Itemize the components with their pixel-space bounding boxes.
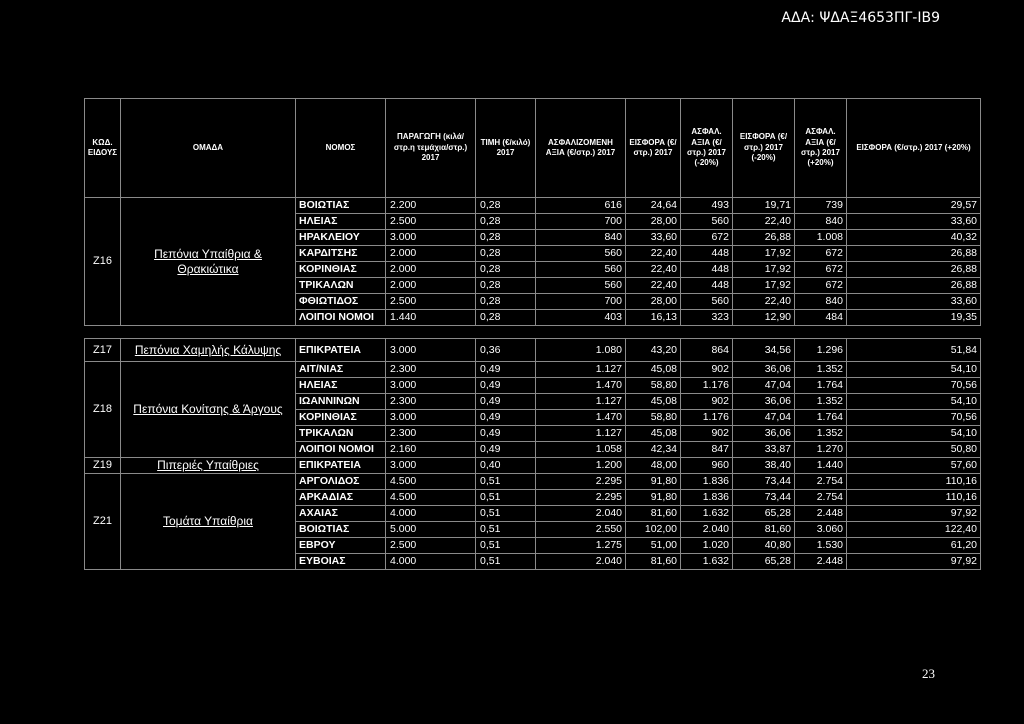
contribution-plus-cell: 70,56 (847, 410, 981, 426)
region-cell: ΛΟΙΠΟΙ ΝΟΜΟΙ (296, 442, 386, 458)
header-price: ΤΙΜΗ (€/κιλό) 2017 (476, 99, 536, 198)
ins-value-minus-cell: 323 (681, 310, 733, 326)
contribution-plus-cell: 33,60 (847, 214, 981, 230)
contribution-minus-cell: 40,80 (733, 538, 795, 554)
contribution-plus-cell: 57,60 (847, 458, 981, 474)
table-header-row (85, 99, 981, 198)
contribution-minus-cell: 22,40 (733, 214, 795, 230)
spacer-cell (85, 326, 981, 339)
contribution-cell: 16,13 (626, 310, 681, 326)
contribution-minus-cell: 33,87 (733, 442, 795, 458)
contribution-plus-cell: 29,57 (847, 198, 981, 214)
production-cell: 4.000 (386, 506, 476, 522)
ada-document-id: ΑΔΑ: ΨΔΑΞ4653ΠΓ-ΙΒ9 (781, 10, 940, 26)
contribution-plus-cell: 97,92 (847, 554, 981, 570)
insured-value-cell: 2.295 (536, 490, 626, 506)
ins-value-minus-cell: 560 (681, 294, 733, 310)
production-cell: 2.000 (386, 246, 476, 262)
price-cell: 0,49 (476, 410, 536, 426)
contribution-plus-cell: 40,32 (847, 230, 981, 246)
contribution-plus-cell: 51,84 (847, 339, 981, 362)
price-cell: 0,28 (476, 246, 536, 262)
region-cell: ΗΡΑΚΛΕΙΟΥ (296, 230, 386, 246)
group-name-cell: Πεπόνια Χαμηλής Κάλυψης (121, 339, 296, 362)
insured-value-cell: 560 (536, 262, 626, 278)
contribution-cell: 43,20 (626, 339, 681, 362)
group-code-cell: Ζ16 (85, 198, 121, 326)
price-cell: 0,49 (476, 378, 536, 394)
contribution-minus-cell: 34,56 (733, 339, 795, 362)
ins-value-minus-cell: 1.176 (681, 378, 733, 394)
header-ins-value-plus: ΑΣΦΑΛ. ΑΞΙΑ (€/στρ.) 2017 (+20%) (795, 99, 847, 198)
insured-value-cell: 1.127 (536, 394, 626, 410)
ins-value-minus-cell: 2.040 (681, 522, 733, 538)
price-cell: 0,51 (476, 522, 536, 538)
region-cell: ΒΟΙΩΤΙΑΣ (296, 522, 386, 538)
ins-value-minus-cell: 1.632 (681, 554, 733, 570)
ins-value-minus-cell: 902 (681, 362, 733, 378)
region-cell: ΚΑΡΔΙΤΣΗΣ (296, 246, 386, 262)
contribution-minus-cell: 17,92 (733, 246, 795, 262)
price-cell: 0,40 (476, 458, 536, 474)
region-cell: ΤΡΙΚΑΛΩΝ (296, 426, 386, 442)
production-cell: 3.000 (386, 410, 476, 426)
price-cell: 0,51 (476, 474, 536, 490)
production-cell: 2.300 (386, 426, 476, 442)
ins-value-plus-cell: 1.764 (795, 410, 847, 426)
price-cell: 0,36 (476, 339, 536, 362)
contribution-minus-cell: 65,28 (733, 554, 795, 570)
production-cell: 2.000 (386, 278, 476, 294)
contribution-minus-cell: 65,28 (733, 506, 795, 522)
production-cell: 1.440 (386, 310, 476, 326)
ins-value-minus-cell: 902 (681, 426, 733, 442)
insured-value-cell: 2.295 (536, 474, 626, 490)
production-cell: 4.500 (386, 474, 476, 490)
contribution-cell: 102,00 (626, 522, 681, 538)
contribution-plus-cell: 26,88 (847, 246, 981, 262)
insured-value-cell: 840 (536, 230, 626, 246)
contribution-plus-cell: 26,88 (847, 278, 981, 294)
header-contribution-plus: ΕΙΣΦΟΡΑ (€/στρ.) 2017 (+20%) (847, 99, 981, 198)
insured-value-cell: 403 (536, 310, 626, 326)
contribution-plus-cell: 54,10 (847, 426, 981, 442)
production-cell: 4.000 (386, 554, 476, 570)
price-cell: 0,49 (476, 426, 536, 442)
ins-value-plus-cell: 1.296 (795, 339, 847, 362)
insured-value-cell: 700 (536, 294, 626, 310)
table-spacer-row (85, 326, 981, 339)
contribution-plus-cell: 122,40 (847, 522, 981, 538)
ins-value-plus-cell: 2.754 (795, 474, 847, 490)
production-cell: 2.500 (386, 294, 476, 310)
contribution-plus-cell: 26,88 (847, 262, 981, 278)
region-cell: ΒΟΙΩΤΙΑΣ (296, 198, 386, 214)
ins-value-plus-cell: 672 (795, 278, 847, 294)
contribution-plus-cell: 54,10 (847, 394, 981, 410)
table-row (85, 339, 981, 362)
insured-value-cell: 1.058 (536, 442, 626, 458)
contribution-cell: 81,60 (626, 554, 681, 570)
contribution-minus-cell: 47,04 (733, 378, 795, 394)
production-cell: 2.200 (386, 198, 476, 214)
contribution-plus-cell: 70,56 (847, 378, 981, 394)
contribution-minus-cell: 12,90 (733, 310, 795, 326)
contribution-cell: 91,80 (626, 490, 681, 506)
insured-value-cell: 2.040 (536, 554, 626, 570)
table-row (85, 362, 981, 378)
header-production: ΠΑΡΑΓΩΓΗ (κιλά/στρ.η τεμάχια/στρ.) 2017 (386, 99, 476, 198)
contribution-cell: 45,08 (626, 426, 681, 442)
insured-value-cell: 1.275 (536, 538, 626, 554)
price-cell: 0,51 (476, 490, 536, 506)
ins-value-plus-cell: 1.008 (795, 230, 847, 246)
price-cell: 0,51 (476, 538, 536, 554)
region-cell: ΕΥΒΟΙΑΣ (296, 554, 386, 570)
ins-value-plus-cell: 2.754 (795, 490, 847, 506)
contribution-cell: 45,08 (626, 362, 681, 378)
price-cell: 0,51 (476, 554, 536, 570)
region-cell: ΙΩΑΝΝΙΝΩΝ (296, 394, 386, 410)
production-cell: 3.000 (386, 458, 476, 474)
contribution-minus-cell: 36,06 (733, 394, 795, 410)
region-cell: ΕΒΡΟΥ (296, 538, 386, 554)
price-cell: 0,49 (476, 442, 536, 458)
header-insured-value: ΑΣΦΑΛΙΖΟΜΕΝΗ ΑΞΙΑ (€/στρ.) 2017 (536, 99, 626, 198)
ins-value-minus-cell: 448 (681, 278, 733, 294)
production-cell: 4.500 (386, 490, 476, 506)
region-cell: ΛΟΙΠΟΙ ΝΟΜΟΙ (296, 310, 386, 326)
production-cell: 2.500 (386, 538, 476, 554)
ins-value-minus-cell: 902 (681, 394, 733, 410)
contribution-cell: 28,00 (626, 294, 681, 310)
contribution-minus-cell: 19,71 (733, 198, 795, 214)
contribution-minus-cell: 26,88 (733, 230, 795, 246)
insured-value-cell: 1.127 (536, 426, 626, 442)
insured-value-cell: 700 (536, 214, 626, 230)
group-code-cell: Ζ19 (85, 458, 121, 474)
region-cell: ΕΠΙΚΡΑΤΕΙΑ (296, 458, 386, 474)
region-cell: ΕΠΙΚΡΑΤΕΙΑ (296, 339, 386, 362)
ins-value-minus-cell: 864 (681, 339, 733, 362)
region-cell: ΑΧΑΙΑΣ (296, 506, 386, 522)
ins-value-plus-cell: 2.448 (795, 506, 847, 522)
group-name-cell: Τομάτα Υπαίθρια (121, 474, 296, 570)
region-cell: ΦΘΙΩΤΙΔΟΣ (296, 294, 386, 310)
page-number: 23 (922, 666, 935, 681)
region-cell: ΚΟΡΙΝΘΙΑΣ (296, 410, 386, 426)
contribution-cell: 33,60 (626, 230, 681, 246)
contribution-plus-cell: 97,92 (847, 506, 981, 522)
contribution-minus-cell: 22,40 (733, 294, 795, 310)
contribution-plus-cell: 33,60 (847, 294, 981, 310)
region-cell: ΚΟΡΙΝΘΙΑΣ (296, 262, 386, 278)
contribution-minus-cell: 17,92 (733, 262, 795, 278)
production-cell: 3.000 (386, 230, 476, 246)
table-row (85, 198, 981, 214)
ins-value-minus-cell: 1.632 (681, 506, 733, 522)
insured-value-cell: 616 (536, 198, 626, 214)
ins-value-plus-cell: 739 (795, 198, 847, 214)
region-cell: ΑΙΤ/ΝΙΑΣ (296, 362, 386, 378)
price-cell: 0,28 (476, 310, 536, 326)
header-contribution-minus: ΕΙΣΦΟΡΑ (€/στρ.) 2017 (-20%) (733, 99, 795, 198)
contribution-cell: 48,00 (626, 458, 681, 474)
price-cell: 0,28 (476, 294, 536, 310)
contribution-plus-cell: 110,16 (847, 474, 981, 490)
insured-value-cell: 1.200 (536, 458, 626, 474)
insured-value-cell: 560 (536, 246, 626, 262)
ins-value-plus-cell: 2.448 (795, 554, 847, 570)
price-cell: 0,28 (476, 214, 536, 230)
group-name-cell: Πεπόνια Υπαίθρια & Θρακιώτικα (121, 198, 296, 326)
table-row (85, 474, 981, 490)
contribution-minus-cell: 17,92 (733, 278, 795, 294)
production-cell: 3.000 (386, 339, 476, 362)
ins-value-plus-cell: 840 (795, 294, 847, 310)
region-cell: ΑΡΓΟΛΙΔΟΣ (296, 474, 386, 490)
contribution-minus-cell: 36,06 (733, 362, 795, 378)
insured-value-cell: 2.550 (536, 522, 626, 538)
ins-value-minus-cell: 960 (681, 458, 733, 474)
insurance-table (84, 98, 981, 570)
ins-value-plus-cell: 672 (795, 262, 847, 278)
region-cell: ΗΛΕΙΑΣ (296, 214, 386, 230)
group-name-cell: Πιπεριές Υπαίθριες (121, 458, 296, 474)
ins-value-minus-cell: 1.176 (681, 410, 733, 426)
ins-value-plus-cell: 1.764 (795, 378, 847, 394)
contribution-cell: 28,00 (626, 214, 681, 230)
ins-value-plus-cell: 1.352 (795, 426, 847, 442)
ins-value-plus-cell: 3.060 (795, 522, 847, 538)
production-cell: 2.160 (386, 442, 476, 458)
production-cell: 5.000 (386, 522, 476, 538)
header-contribution: ΕΙΣΦΟΡΑ (€/στρ.) 2017 (626, 99, 681, 198)
ins-value-minus-cell: 448 (681, 246, 733, 262)
insured-value-cell: 1.470 (536, 410, 626, 426)
insured-value-cell: 1.127 (536, 362, 626, 378)
group-code-cell: Ζ17 (85, 339, 121, 362)
contribution-plus-cell: 50,80 (847, 442, 981, 458)
ins-value-plus-cell: 1.352 (795, 362, 847, 378)
ins-value-plus-cell: 1.270 (795, 442, 847, 458)
contribution-cell: 45,08 (626, 394, 681, 410)
region-cell: ΗΛΕΙΑΣ (296, 378, 386, 394)
table-row (85, 458, 981, 474)
region-cell: ΑΡΚΑΔΙΑΣ (296, 490, 386, 506)
contribution-minus-cell: 81,60 (733, 522, 795, 538)
price-cell: 0,28 (476, 262, 536, 278)
group-code-cell: Ζ18 (85, 362, 121, 458)
ins-value-plus-cell: 1.352 (795, 394, 847, 410)
table-body (85, 198, 981, 570)
price-cell: 0,51 (476, 506, 536, 522)
price-cell: 0,28 (476, 278, 536, 294)
contribution-minus-cell: 38,40 (733, 458, 795, 474)
contribution-cell: 58,80 (626, 410, 681, 426)
contribution-plus-cell: 19,35 (847, 310, 981, 326)
ins-value-minus-cell: 560 (681, 214, 733, 230)
ins-value-minus-cell: 1.020 (681, 538, 733, 554)
insured-value-cell: 560 (536, 278, 626, 294)
contribution-cell: 22,40 (626, 278, 681, 294)
insured-value-cell: 1.080 (536, 339, 626, 362)
ins-value-plus-cell: 1.530 (795, 538, 847, 554)
contribution-cell: 81,60 (626, 506, 681, 522)
ins-value-minus-cell: 448 (681, 262, 733, 278)
ins-value-plus-cell: 484 (795, 310, 847, 326)
header-region: ΝΟΜΟΣ (296, 99, 386, 198)
contribution-plus-cell: 54,10 (847, 362, 981, 378)
production-cell: 2.300 (386, 394, 476, 410)
contribution-cell: 22,40 (626, 262, 681, 278)
ins-value-minus-cell: 493 (681, 198, 733, 214)
contribution-minus-cell: 36,06 (733, 426, 795, 442)
header-code: ΚΩΔ. ΕΙΔΟΥΣ (85, 99, 121, 198)
ins-value-minus-cell: 847 (681, 442, 733, 458)
header-group: ΟΜΑΔΑ (121, 99, 296, 198)
contribution-minus-cell: 73,44 (733, 474, 795, 490)
production-cell: 3.000 (386, 378, 476, 394)
price-cell: 0,49 (476, 362, 536, 378)
contribution-minus-cell: 73,44 (733, 490, 795, 506)
ins-value-plus-cell: 1.440 (795, 458, 847, 474)
contribution-cell: 51,00 (626, 538, 681, 554)
insured-value-cell: 2.040 (536, 506, 626, 522)
group-name-cell: Πεπόνια Κονίτσης & Άργους (121, 362, 296, 458)
contribution-cell: 22,40 (626, 246, 681, 262)
contribution-cell: 91,80 (626, 474, 681, 490)
price-cell: 0,28 (476, 198, 536, 214)
production-cell: 2.500 (386, 214, 476, 230)
contribution-cell: 42,34 (626, 442, 681, 458)
contribution-minus-cell: 47,04 (733, 410, 795, 426)
insured-value-cell: 1.470 (536, 378, 626, 394)
group-code-cell: Ζ21 (85, 474, 121, 570)
contribution-cell: 58,80 (626, 378, 681, 394)
ins-value-plus-cell: 840 (795, 214, 847, 230)
production-cell: 2.000 (386, 262, 476, 278)
production-cell: 2.300 (386, 362, 476, 378)
ins-value-minus-cell: 1.836 (681, 474, 733, 490)
region-cell: ΤΡΙΚΑΛΩΝ (296, 278, 386, 294)
price-cell: 0,49 (476, 394, 536, 410)
contribution-plus-cell: 61,20 (847, 538, 981, 554)
contribution-cell: 24,64 (626, 198, 681, 214)
header-ins-value-minus: ΑΣΦΑΛ. ΑΞΙΑ (€/στρ.) 2017 (-20%) (681, 99, 733, 198)
ins-value-plus-cell: 672 (795, 246, 847, 262)
contribution-plus-cell: 110,16 (847, 490, 981, 506)
price-cell: 0,28 (476, 230, 536, 246)
ins-value-minus-cell: 672 (681, 230, 733, 246)
ins-value-minus-cell: 1.836 (681, 490, 733, 506)
